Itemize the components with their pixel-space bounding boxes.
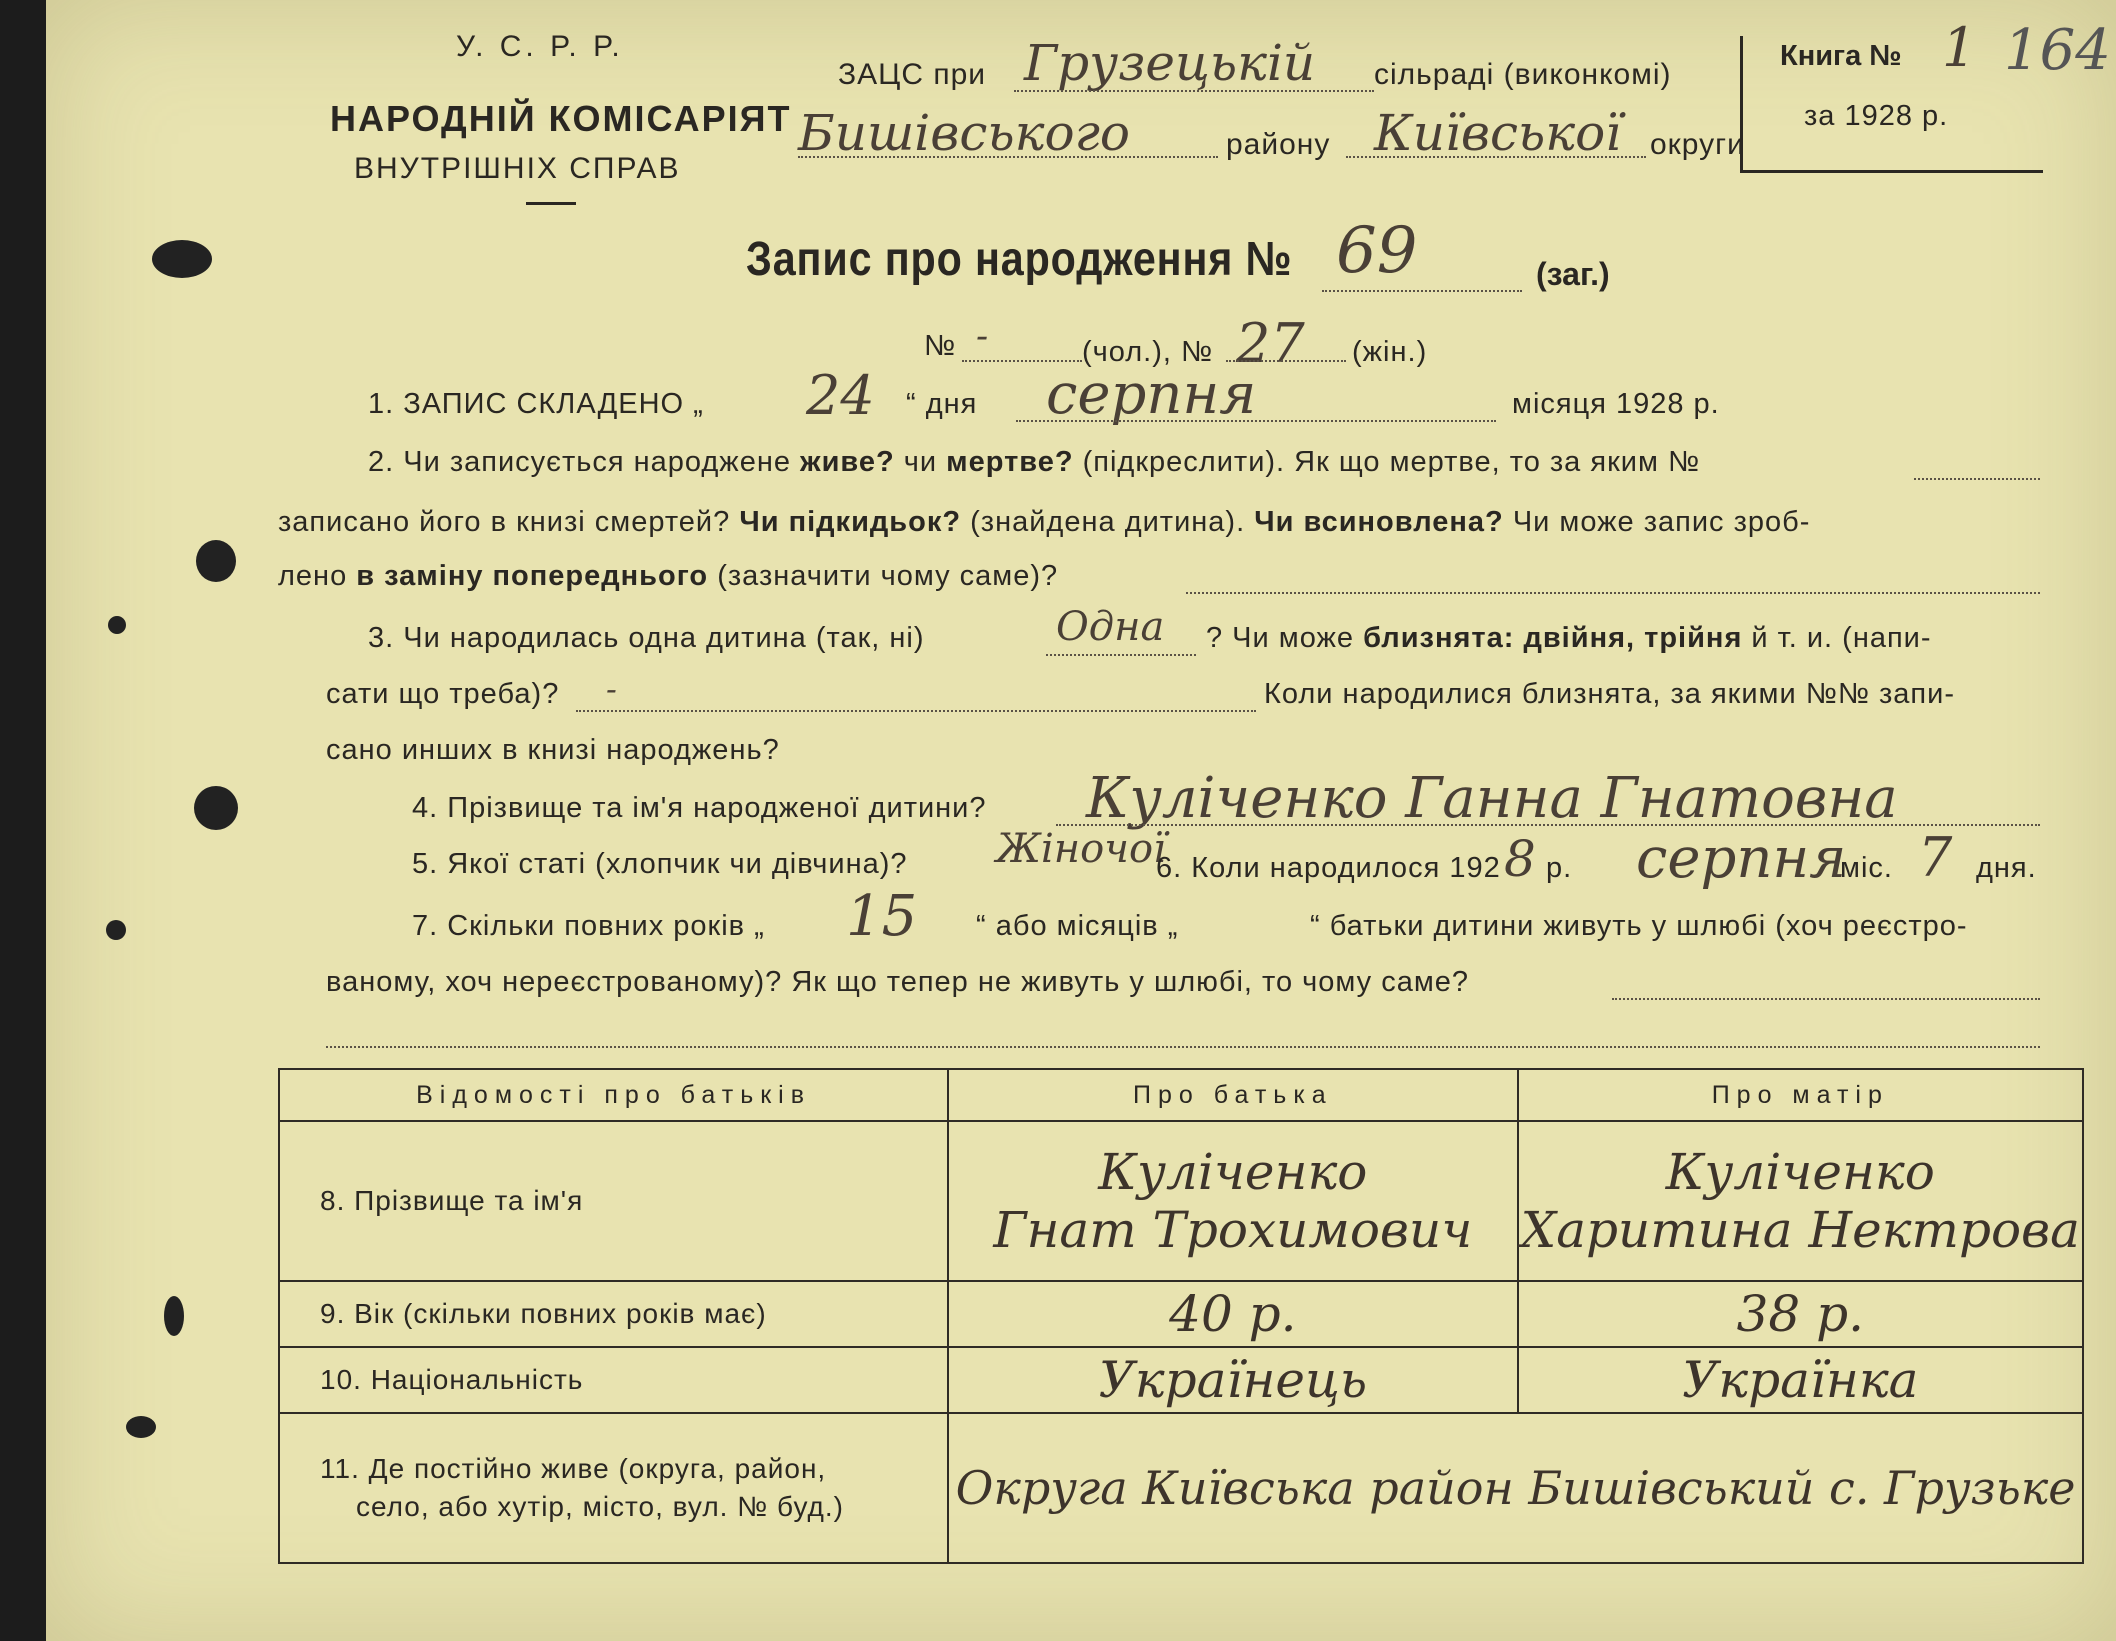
- district-name: Бишівського: [798, 104, 1130, 162]
- zags-place: Грузецькій: [1024, 34, 1316, 92]
- q5-label: 5. Якої статі (хлопчик чи дівчина)?: [412, 848, 908, 880]
- binding-hole: [194, 786, 238, 830]
- female-number: 27: [1236, 312, 1305, 375]
- table-row: [279, 1121, 2083, 1281]
- q1-label: 1. ЗАПИС СКЛАДЕНО „: [368, 388, 704, 420]
- row-label: 8. Прізвище та ім'я: [279, 1121, 948, 1281]
- commissariat-line1: НАРОДНІЙ КОМІСАРІЯТ: [330, 98, 792, 139]
- parents-table: [278, 1068, 2084, 1564]
- document-page: [46, 0, 2116, 1641]
- row-label: 11. Де постійно живе (округа, район, село, або хутір, місто, вул. № буд.): [279, 1413, 948, 1563]
- q3-line1b: ? Чи може близнята: двійня, трійня й т. и. (напи-: [1206, 622, 1932, 654]
- q1-month-label: місяця 1928 р.: [1512, 388, 1720, 420]
- row-label: 10. Національність: [279, 1347, 948, 1413]
- book-year: за 1928 р.: [1804, 100, 1949, 132]
- q6-dnia: дня.: [1976, 852, 2037, 884]
- q2-line1: 2. Чи записується народжене живе? чи мертве? (підкреслити). Як що мертве, то за яким №: [368, 446, 1701, 478]
- q7-line1c: “ батьки дитини живуть у шлюбі (хоч реєстро-: [1310, 910, 1968, 942]
- region-label: округи: [1650, 128, 1745, 161]
- table-row: [279, 1281, 2083, 1347]
- q3-line1a: 3. Чи народилась одна дитина (так, ні): [368, 622, 925, 654]
- mother-age-cell: 38 р.: [1518, 1281, 2083, 1347]
- table-row: [279, 1413, 2083, 1563]
- q2-line2: записано його в книзі смертей? Чи підкидьок? (знайдена дитина). Чи всиновлена? Чи може запис зроб-: [278, 506, 1811, 538]
- mother-nationality-cell: Українка: [1518, 1347, 2083, 1413]
- male-label: (чол.), №: [1082, 336, 1214, 368]
- q6-year: 8: [1504, 830, 1536, 888]
- header-father: Про батька: [948, 1069, 1517, 1121]
- q6-r: р.: [1546, 852, 1573, 884]
- binding-hole: [164, 1296, 184, 1336]
- q7-line1a: 7. Скільки повних років „: [412, 910, 765, 942]
- binding-hole: [106, 920, 126, 940]
- q3-answer: Одна: [1056, 604, 1165, 650]
- q1-day-label: “ дня: [906, 388, 978, 420]
- zags-prefix: ЗАЦС при: [838, 58, 987, 91]
- q1-day: 24: [806, 364, 875, 427]
- q3-line3: сано инших в книзі народжень?: [326, 734, 780, 766]
- male-number: -: [976, 316, 989, 357]
- table-row: [279, 1347, 2083, 1413]
- header-mother: Про матір: [1518, 1069, 2083, 1121]
- q3-line2b: Коли народилися близнята, за якими №№ запи-: [1264, 678, 1955, 710]
- q6-day: 7: [1918, 826, 1953, 889]
- q6-mis: міс.: [1840, 852, 1893, 884]
- council-label: сільраді (виконкомі): [1374, 58, 1672, 91]
- q6-month: серпня: [1636, 826, 1847, 891]
- row-label: 9. Вік (скільки повних років має): [279, 1281, 948, 1347]
- region-name: Київської: [1374, 104, 1622, 162]
- female-label: (жін.): [1352, 336, 1428, 368]
- q2-line3: лено в заміну попереднього (зазначити чому саме)?: [278, 560, 1059, 592]
- q4-answer: Куліченко Ганна Гнатовна: [1086, 766, 1898, 831]
- corner-number: 164: [2004, 18, 2111, 83]
- q7-line1b: “ або місяців „: [976, 910, 1179, 942]
- header-divider: [526, 202, 576, 205]
- record-title-suffix: (заг.): [1536, 256, 1610, 292]
- district-label: району: [1226, 128, 1331, 161]
- binding-hole: [126, 1416, 156, 1438]
- father-age-cell: 40 р.: [948, 1281, 1517, 1347]
- q5-answer: Жіночої: [996, 826, 1166, 872]
- q7-line2: ваному, хоч нереєстрованому)? Як що тепер не живуть у шлюбі, то чому саме?: [326, 966, 1470, 998]
- book-number: 1: [1942, 16, 1977, 79]
- header-parents-info: Відомості про батьків: [279, 1069, 948, 1121]
- q7-years: 15: [846, 884, 918, 949]
- table-header-row: [279, 1069, 2083, 1121]
- sub-number-label: №: [924, 330, 957, 362]
- book-label: Книга №: [1780, 40, 1902, 72]
- mother-name-cell: Куліченко Харитина Нектрова: [1518, 1121, 2083, 1281]
- q1-month: серпня: [1046, 362, 1257, 427]
- binding-hole: [196, 540, 236, 582]
- father-nationality-cell: Українець: [948, 1347, 1517, 1413]
- q6-label: 6. Коли народилося 192: [1156, 852, 1501, 884]
- binding-hole: [108, 616, 126, 634]
- q4-label: 4. Прізвище та ім'я народженої дитини?: [412, 792, 987, 824]
- record-number: 69: [1336, 214, 1418, 288]
- residence-cell: Округа Київська район Бишівський с. Грузьке: [948, 1413, 2083, 1563]
- commissariat-line2: ВНУТРІШНІХ СПРАВ: [354, 152, 681, 185]
- father-name-cell: Куліченко Гнат Трохимович: [948, 1121, 1517, 1281]
- binding-hole: [152, 240, 212, 278]
- q3-line2-answer: -: [606, 670, 617, 708]
- state-heading: У. С. Р. Р.: [456, 30, 624, 63]
- q3-line2a: сати що треба)?: [326, 678, 560, 710]
- record-title: Запис про народження №: [746, 233, 1293, 286]
